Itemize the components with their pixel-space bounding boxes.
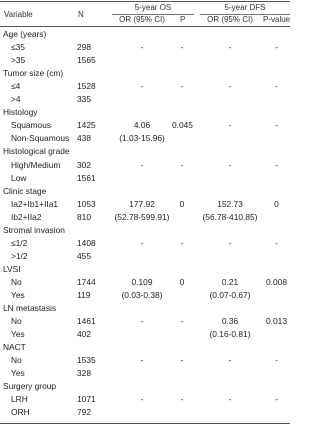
row-os-p: 0 bbox=[179, 199, 185, 209]
row-label: Yes bbox=[11, 290, 25, 300]
group-label: NACT bbox=[3, 342, 26, 352]
row-os-p: - bbox=[180, 316, 184, 326]
header-dfs-or: OR (95% CI) bbox=[207, 15, 253, 24]
row-dfs-p: - bbox=[275, 81, 278, 91]
row-os-p: - bbox=[180, 81, 184, 91]
row-dfs-or: - bbox=[228, 81, 232, 91]
row-os-p: - bbox=[180, 394, 184, 404]
row-dfs-or: - bbox=[228, 355, 232, 365]
row-label: ≤4 bbox=[11, 81, 21, 91]
row-label: >35 bbox=[11, 55, 26, 65]
row-n: 810 bbox=[77, 212, 91, 222]
row-dfs-p: 0 bbox=[274, 199, 279, 209]
row-label: No bbox=[11, 277, 22, 287]
row-dfs-or: - bbox=[228, 160, 232, 170]
row-os-or: - bbox=[140, 238, 144, 248]
row-n: 1071 bbox=[77, 394, 96, 404]
row-label: >1/2 bbox=[11, 251, 28, 261]
row-n: 1053 bbox=[77, 199, 96, 209]
row-label: Non-Squamous bbox=[11, 133, 70, 143]
row-n: 1565 bbox=[77, 55, 96, 65]
row-n: 792 bbox=[77, 407, 91, 417]
row-os-or: 177.92 bbox=[129, 199, 155, 209]
row-n: 455 bbox=[77, 251, 91, 261]
row-label: Squamous bbox=[11, 120, 52, 130]
row-os-or: (0.03-0.38) bbox=[121, 290, 163, 300]
row-label: Ib2+IIa2 bbox=[11, 212, 42, 222]
row-dfs-p: - bbox=[275, 238, 278, 248]
group-label: Tumor size (cm) bbox=[3, 68, 64, 78]
row-n: 1535 bbox=[77, 355, 96, 365]
row-dfs-or: 152.73 bbox=[217, 199, 243, 209]
row-dfs-or: (0.07-0.67) bbox=[209, 290, 251, 300]
header-variable: Variable bbox=[4, 10, 33, 19]
row-n: 1408 bbox=[77, 238, 96, 248]
group-label: Age (years) bbox=[3, 29, 47, 39]
row-label: Yes bbox=[11, 329, 25, 339]
row-dfs-p: 0.008 bbox=[266, 277, 287, 287]
row-dfs-p: - bbox=[275, 355, 278, 365]
row-os-or: - bbox=[140, 42, 144, 52]
table-bottom-rule bbox=[0, 423, 290, 424]
header-bottom-rule bbox=[0, 26, 290, 27]
group-label: Clinic stage bbox=[3, 186, 47, 196]
row-label: ≤35 bbox=[11, 42, 25, 52]
group-label: Histological grade bbox=[3, 146, 70, 156]
row-dfs-or: - bbox=[228, 42, 232, 52]
row-dfs-p: - bbox=[275, 120, 278, 130]
row-n: 328 bbox=[77, 368, 91, 378]
row-dfs-p: - bbox=[275, 394, 278, 404]
row-os-or: - bbox=[140, 81, 144, 91]
row-label: ≤1/2 bbox=[11, 238, 28, 248]
group-label: Histology bbox=[3, 107, 38, 117]
row-label: >4 bbox=[11, 94, 21, 104]
row-os-or: - bbox=[140, 355, 144, 365]
row-label: Yes bbox=[11, 368, 25, 378]
group-label: LN metastasis bbox=[3, 303, 57, 313]
row-label: LRH bbox=[11, 394, 28, 404]
row-os-p: - bbox=[180, 160, 184, 170]
row-n: 119 bbox=[77, 290, 91, 300]
row-label: Ia2+Ib1+IIa1 bbox=[11, 199, 59, 209]
row-dfs-or: - bbox=[228, 120, 232, 130]
row-dfs-or: (56.78-410.85) bbox=[202, 212, 258, 222]
group-label: Stromal invasion bbox=[3, 225, 65, 235]
header-os-p: P bbox=[180, 15, 186, 24]
row-label: ORH bbox=[11, 407, 30, 417]
row-n: 1528 bbox=[77, 81, 96, 91]
header-os-or: OR (95% CI) bbox=[119, 15, 165, 24]
row-os-p: 0 bbox=[179, 277, 185, 287]
row-n: 402 bbox=[77, 329, 91, 339]
row-os-p: - bbox=[180, 238, 184, 248]
row-label: No bbox=[11, 316, 22, 326]
row-n: 438 bbox=[77, 133, 91, 143]
row-os-or: - bbox=[140, 160, 144, 170]
row-dfs-or: 0.21 bbox=[221, 277, 239, 287]
header-dfs-title: 5-year DFS bbox=[224, 3, 266, 12]
row-n: 302 bbox=[77, 160, 91, 170]
row-dfs-p: - bbox=[275, 42, 278, 52]
row-dfs-p: 0.013 bbox=[266, 316, 287, 326]
row-os-p: 0.045 bbox=[172, 120, 193, 130]
row-n: 1461 bbox=[77, 316, 96, 326]
row-os-or: - bbox=[140, 316, 144, 326]
row-os-or: - bbox=[140, 394, 144, 404]
row-os-or: (1.03-15.96) bbox=[119, 133, 165, 143]
row-n: 1561 bbox=[77, 173, 96, 183]
row-dfs-or: - bbox=[228, 394, 232, 404]
row-n: 1425 bbox=[77, 120, 96, 130]
row-label: High/Medium bbox=[11, 160, 61, 170]
row-os-p: - bbox=[180, 42, 184, 52]
row-dfs-or: 0.36 bbox=[221, 316, 239, 326]
row-dfs-p: - bbox=[275, 160, 278, 170]
header-os-title: 5-year OS bbox=[134, 3, 172, 12]
row-n: 335 bbox=[77, 94, 91, 104]
row-os-or: 0.109 bbox=[131, 277, 153, 287]
row-label: No bbox=[11, 355, 22, 365]
row-dfs-or: (0.16-0.81) bbox=[209, 329, 251, 339]
header-dfs-p: P-value bbox=[263, 15, 291, 24]
row-os-or: 4.06 bbox=[133, 120, 151, 130]
row-n: 1744 bbox=[77, 277, 96, 287]
row-label: Low bbox=[11, 173, 27, 183]
group-label: LVSI bbox=[3, 264, 21, 274]
row-os-or: (52.78-599.91) bbox=[114, 212, 170, 222]
header-n: N bbox=[78, 10, 84, 19]
row-os-p: - bbox=[180, 355, 184, 365]
group-label: Surgery group bbox=[3, 381, 57, 391]
row-n: 298 bbox=[77, 42, 91, 52]
row-dfs-or: - bbox=[228, 238, 232, 248]
